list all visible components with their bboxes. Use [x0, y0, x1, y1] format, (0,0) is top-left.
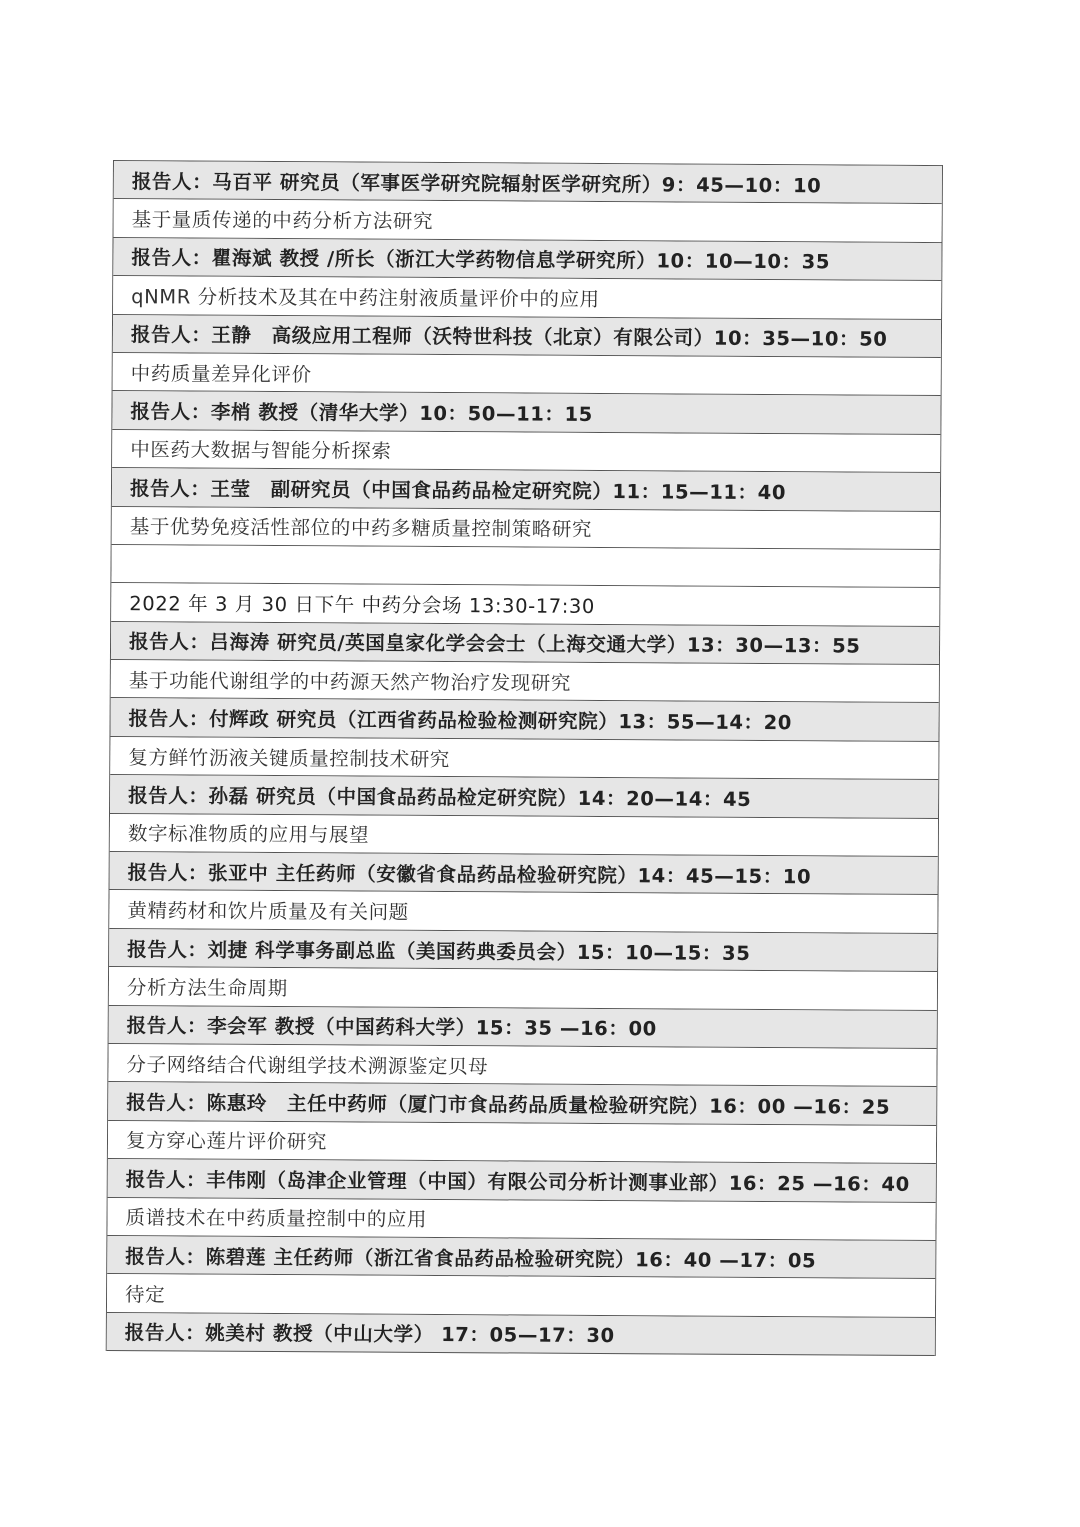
- speaker-text: 报告人：陈碧莲 主任药师（浙江省食品药品检验研究院）16：40 —17：05: [125, 1244, 817, 1272]
- speaker-text: 报告人：李会军 教授（中国药科大学）15：35 —16：00: [126, 1014, 657, 1041]
- blank-row: [111, 545, 939, 588]
- speaker-text: 报告人：王静 高级应用工程师（沃特世科技（北京）有限公司）10：35—10：50: [130, 323, 888, 351]
- speaker-text: 报告人：陈惠玲 主任中药师（厦门市食品药品质量检验研究院）16：00 —16：25: [126, 1091, 891, 1119]
- speaker-text: 报告人：瞿海斌 教授 /所长（浙江大学药物信息学研究所）10：10—10：35: [131, 246, 831, 274]
- topic-text: 数字标准物质的应用与展望: [127, 822, 370, 847]
- topic-text: 分子网络结合代谢组学技术溯源鉴定贝母: [126, 1052, 489, 1078]
- speaker-row: [109, 1006, 937, 1049]
- topic-text: qNMR 分析技术及其在中药注射液质量评价中的应用: [131, 284, 600, 311]
- speaker-row: [107, 1313, 935, 1356]
- topic-row: [112, 507, 940, 550]
- speaker-row: [112, 391, 940, 434]
- speaker-text: 报告人：张亚中 主任药师（安徽省食品药品检验研究院）14：45—15：10: [127, 860, 812, 888]
- topic-row: [110, 737, 938, 780]
- speaker-text: 报告人：马百平 研究员（军事医学研究院辐射医学研究所）9：45—10：10: [131, 169, 822, 198]
- speaker-text: 报告人：刘捷 科学事务副总监（美国药典委员会）15：10—15：35: [127, 937, 751, 965]
- speaker-row: [108, 1082, 936, 1125]
- topic-text: 中医药大数据与智能分析探索: [130, 438, 392, 464]
- speaker-row: [114, 161, 942, 204]
- session-header-row: [111, 583, 939, 626]
- speaker-row: [112, 468, 940, 511]
- speaker-row: [111, 622, 939, 665]
- topic-row: [110, 814, 938, 857]
- speaker-row: [109, 929, 937, 972]
- topic-row: [111, 660, 939, 703]
- speaker-row: [110, 775, 938, 818]
- topic-row: [107, 1198, 935, 1241]
- speaker-row: [108, 1159, 936, 1202]
- topic-text: 复方鲜竹沥液关键质量控制技术研究: [128, 745, 451, 771]
- speaker-text: 报告人：李梢 教授（清华大学）10：50—11：15: [130, 400, 593, 426]
- speaker-text: 报告人：姚美村 教授（中山大学） 17：05—17：30: [124, 1321, 615, 1348]
- topic-text: 基于量质传递的中药分析方法研究: [131, 208, 434, 234]
- speaker-text: 报告人：付辉政 研究员（江西省药品检验检测研究院）13：55—14：20: [128, 707, 793, 735]
- speaker-text: 报告人：王莹 副研究员（中国食品药品检定研究院）11：15—11：40: [129, 476, 787, 504]
- speaker-text: 报告人：孙磊 研究员（中国食品药品检定研究院）14：20—14：45: [128, 784, 752, 811]
- topic-text: 中药质量差异化评价: [130, 361, 312, 386]
- speaker-text: 报告人：吕海涛 研究员/英国皇家化学会会士（上海交通大学）13：30—13：55: [128, 630, 861, 658]
- topic-row: [109, 890, 937, 933]
- speaker-row: [110, 698, 938, 741]
- session-text: 2022 年 3 月 30 日下午 中药分会场 13:30-17:30: [129, 592, 596, 618]
- topic-text: 质谱技术在中药质量控制中的应用: [125, 1206, 428, 1232]
- topic-text: 复方穿心莲片评价研究: [125, 1129, 328, 1154]
- speaker-text: 报告人：丰伟刚（岛津企业管理（中国）有限公司分析计测事业部）16：25 —16：40: [125, 1167, 910, 1196]
- topic-row: [113, 353, 941, 396]
- speaker-row: [113, 238, 941, 281]
- topic-row: [107, 1274, 935, 1317]
- topic-row: [112, 430, 940, 473]
- speaker-row: [110, 852, 938, 895]
- topic-row: [108, 1044, 936, 1087]
- topic-text: 黄精药材和饮片质量及有关问题: [127, 899, 409, 924]
- topic-text: 基于功能代谢组学的中药源天然产物治疗发现研究: [128, 668, 572, 695]
- topic-row: [114, 199, 942, 242]
- topic-row: [113, 276, 941, 319]
- speaker-row: [107, 1236, 935, 1279]
- topic-text: 待定: [124, 1283, 166, 1307]
- topic-row: [108, 1121, 936, 1164]
- schedule-table: [106, 160, 943, 1356]
- topic-text: 分析方法生命周期: [126, 975, 288, 1000]
- speaker-row: [113, 315, 941, 358]
- topic-text: 基于优势免疫活性部位的中药多糖质量控制策略研究: [129, 515, 593, 542]
- topic-row: [109, 967, 937, 1010]
